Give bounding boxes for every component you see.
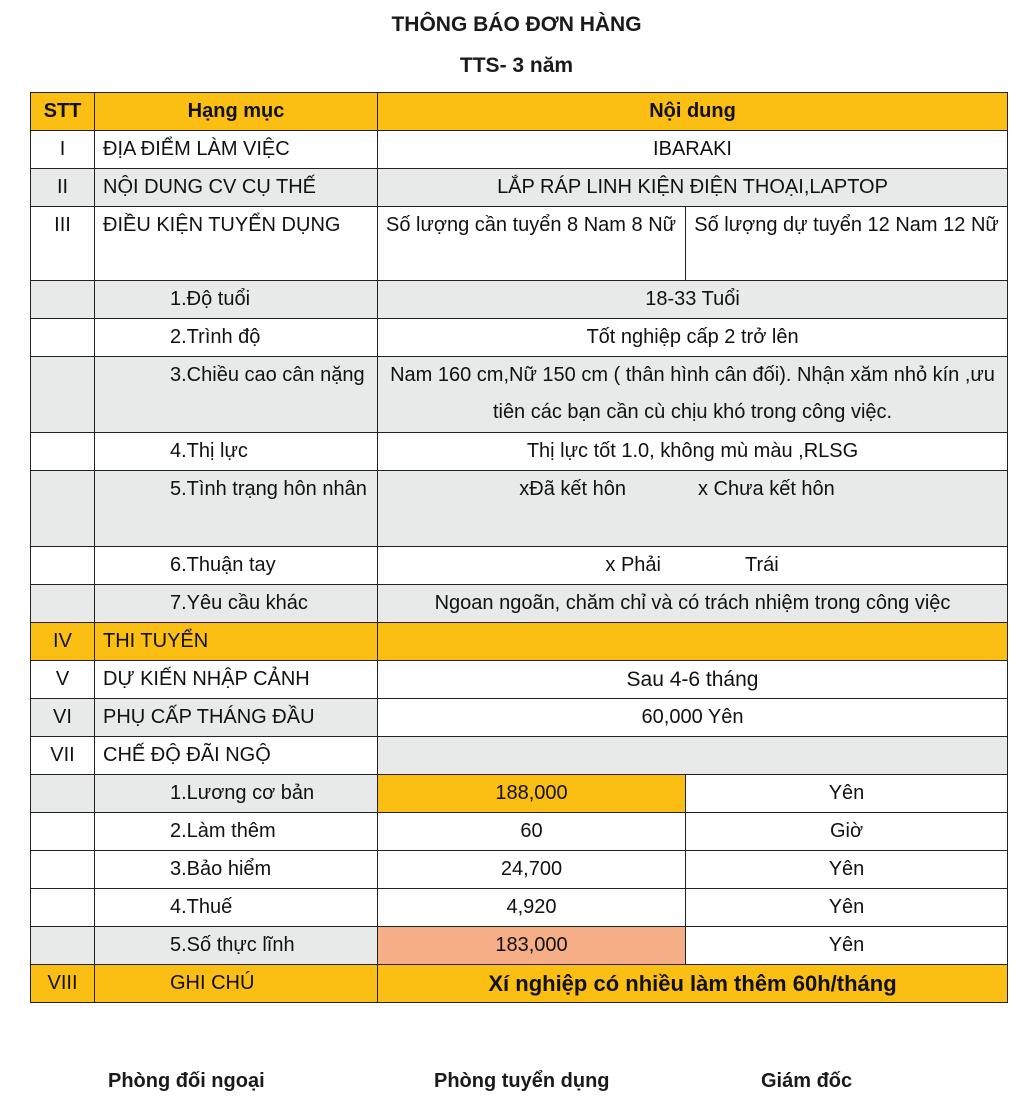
row-content-right xyxy=(686,207,1008,281)
table-row xyxy=(31,623,1008,661)
table-row xyxy=(31,357,1008,433)
row-content-left xyxy=(378,207,686,281)
salary-unit: Yên xyxy=(686,775,1008,813)
recruit-count-text: Số lượng cần tuyển 8 Nam 8 Nữ xyxy=(386,214,677,236)
row-stt xyxy=(31,585,95,623)
table-row xyxy=(31,585,1008,623)
row-stt: IV xyxy=(31,623,95,661)
signature-foreign-affairs: Phòng đối ngoại xyxy=(108,1070,265,1092)
row-content: Sau 4-6 tháng xyxy=(378,661,1008,699)
row-category: PHỤ CẤP THÁNG ĐẦU xyxy=(95,699,378,737)
row-category xyxy=(95,471,378,547)
row-stt: VI xyxy=(31,699,95,737)
row-category: 6.Thuận tay xyxy=(95,547,378,585)
row-category: THI TUYỂN xyxy=(95,623,378,661)
row-stt: VII xyxy=(31,737,95,775)
row-category: 3.Bảo hiểm xyxy=(95,851,378,889)
overtime-value: 60 xyxy=(378,813,686,851)
hand-option-left: Trái xyxy=(745,554,779,576)
row-stt xyxy=(31,357,95,433)
row-category: CHẾ ĐỘ ĐÃI NGỘ xyxy=(95,737,378,775)
table-row xyxy=(31,169,1008,207)
row-stt xyxy=(31,319,95,357)
marital-category-text: 5.Tình trạng hôn nhân xyxy=(170,478,367,500)
row-content: Thị lực tốt 1.0, không mù màu ,RLSG xyxy=(378,433,1008,471)
marital-option-married: xĐã kết hôn xyxy=(519,478,626,500)
row-category: GHI CHÚ xyxy=(95,965,378,1003)
row-content: Tốt nghiệp cấp 2 trở lên xyxy=(378,319,1008,357)
insurance-value: 24,700 xyxy=(378,851,686,889)
row-stt xyxy=(31,433,95,471)
row-stt: V xyxy=(31,661,95,699)
table-row xyxy=(31,433,1008,471)
row-content: Ngoan ngoãn, chăm chỉ và có trách nhiệm trong công việc xyxy=(378,585,1008,623)
row-category: ĐỊA ĐIỂM LÀM VIỆC xyxy=(95,131,378,169)
row-category: ĐIỀU KIỆN TUYỂN DỤNG xyxy=(95,207,378,281)
row-category: 4.Thuế xyxy=(95,889,378,927)
row-category: 2.Làm thêm xyxy=(95,813,378,851)
height-content-text: Nam 160 cm,Nữ 150 cm ( thân hình cân đối). Nhận xăm nhỏ kín ,ưu tiên các bạn cần cù chịu khó trong công việc. xyxy=(390,364,995,423)
row-stt: II xyxy=(31,169,95,207)
table-row xyxy=(31,965,1008,1003)
table-header xyxy=(31,93,1008,131)
net-value: 183,000 xyxy=(378,927,686,965)
table-row xyxy=(31,471,1008,547)
table-row xyxy=(31,737,1008,775)
table-row xyxy=(31,661,1008,699)
table-row xyxy=(31,813,1008,851)
row-stt xyxy=(31,775,95,813)
row-category: NỘI DUNG CV CỤ THẾ xyxy=(95,169,378,207)
row-stt xyxy=(31,813,95,851)
net-unit: Yên xyxy=(686,927,1008,965)
row-stt xyxy=(31,471,95,547)
table-row xyxy=(31,775,1008,813)
overtime-unit: Giờ xyxy=(686,813,1008,851)
row-content xyxy=(378,623,1008,661)
row-category: 1.Lương cơ bản xyxy=(95,775,378,813)
applicant-count-text: Số lượng dự tuyển 12 Nam 12 Nữ xyxy=(694,214,999,236)
tax-unit: Yên xyxy=(686,889,1008,927)
row-category xyxy=(95,357,378,433)
signature-recruitment: Phòng tuyển dụng xyxy=(434,1070,610,1092)
tax-value: 4,920 xyxy=(378,889,686,927)
row-category: 4.Thị lực xyxy=(95,433,378,471)
table-row xyxy=(31,207,1008,281)
header-category: Hạng mục xyxy=(95,93,378,131)
hand-option-right: x Phải xyxy=(605,554,661,576)
row-stt: VIII xyxy=(31,965,95,1003)
row-stt: I xyxy=(31,131,95,169)
height-category-text: 3.Chiều cao cân nặng xyxy=(170,364,365,386)
table-row xyxy=(31,319,1008,357)
row-content: 60,000 Yên xyxy=(378,699,1008,737)
table-row xyxy=(31,547,1008,585)
header-content: Nội dung xyxy=(378,93,1008,131)
order-table xyxy=(30,92,1008,1003)
row-stt xyxy=(31,281,95,319)
row-content xyxy=(378,357,1008,433)
table-row xyxy=(31,927,1008,965)
marital-option-single: x Chưa kết hôn xyxy=(698,478,835,500)
row-content xyxy=(378,547,1008,585)
row-stt xyxy=(31,927,95,965)
row-content: IBARAKI xyxy=(378,131,1008,169)
row-content xyxy=(378,737,1008,775)
row-content: 18-33 Tuổi xyxy=(378,281,1008,319)
table-row xyxy=(31,281,1008,319)
document-subtitle: TTS- 3 năm xyxy=(459,54,574,77)
salary-value: 188,000 xyxy=(378,775,686,813)
document-title: THÔNG BÁO ĐƠN HÀNG xyxy=(391,13,642,36)
header-stt: STT xyxy=(31,93,95,131)
signature-director: Giám đốc xyxy=(761,1070,853,1092)
row-category: 2.Trình độ xyxy=(95,319,378,357)
row-stt xyxy=(31,851,95,889)
table-row xyxy=(31,889,1008,927)
row-category: 5.Số thực lĩnh xyxy=(95,927,378,965)
table-row xyxy=(31,699,1008,737)
table-row xyxy=(31,851,1008,889)
row-category: 7.Yêu cầu khác xyxy=(95,585,378,623)
row-stt xyxy=(31,889,95,927)
row-category: DỰ KIẾN NHẬP CẢNH xyxy=(95,661,378,699)
row-category: 1.Độ tuổi xyxy=(95,281,378,319)
table-row xyxy=(31,131,1008,169)
row-content xyxy=(378,471,1008,547)
row-content: LẮP RÁP LINH KIỆN ĐIỆN THOẠI,LAPTOP xyxy=(378,169,1008,207)
row-stt: III xyxy=(31,207,95,281)
row-content: Xí nghiệp có nhiều làm thêm 60h/tháng xyxy=(378,965,1008,1003)
insurance-unit: Yên xyxy=(686,851,1008,889)
row-stt xyxy=(31,547,95,585)
